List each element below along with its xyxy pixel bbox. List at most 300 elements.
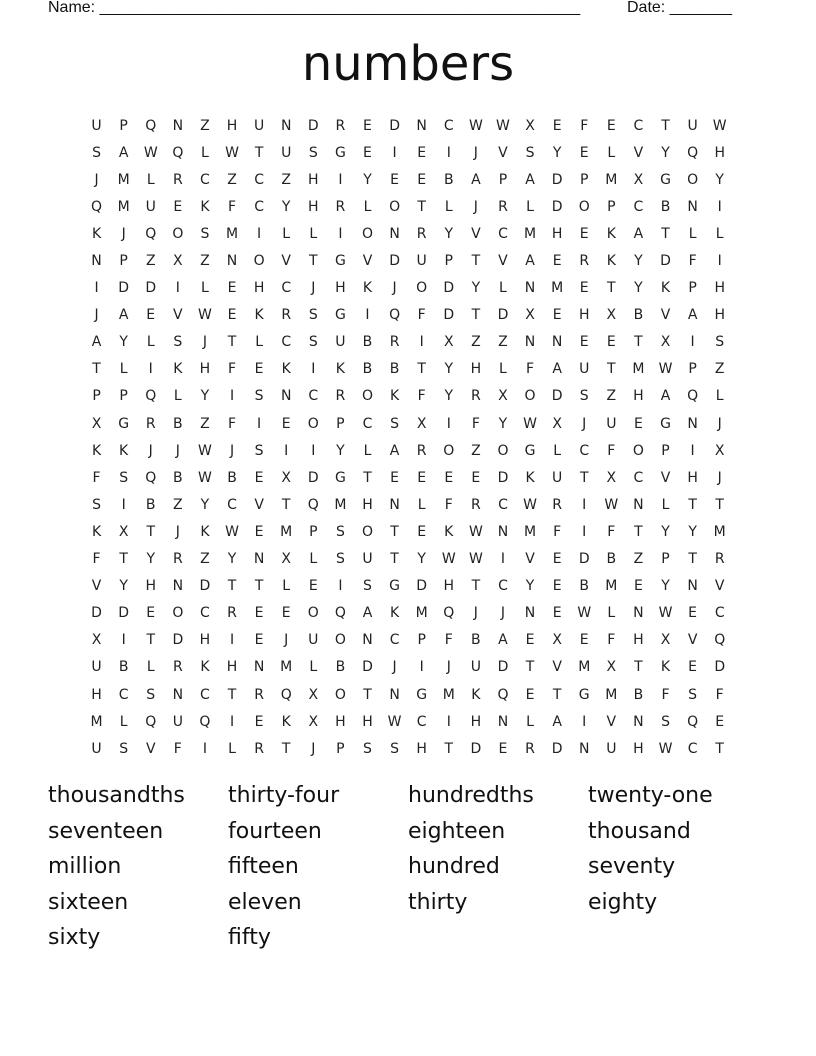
grid-letter: Y bbox=[688, 523, 697, 540]
grid-letter: N bbox=[280, 388, 292, 405]
grid-letter: R bbox=[498, 198, 508, 215]
grid-letter: P bbox=[661, 442, 670, 459]
grid-letter: Z bbox=[498, 334, 508, 351]
grid-letter: K bbox=[335, 361, 345, 378]
grid-letter: Q bbox=[443, 605, 455, 622]
grid-letter: Z bbox=[145, 253, 156, 270]
grid-letter: J bbox=[202, 334, 207, 351]
grid-letter: N bbox=[172, 578, 184, 595]
grid-letter: V bbox=[660, 307, 671, 324]
grid-letter: P bbox=[336, 415, 345, 432]
grid-letter: T bbox=[227, 686, 237, 703]
grid-letter: Q bbox=[280, 686, 292, 703]
grid-letter: W bbox=[225, 144, 239, 161]
grid-letter: Y bbox=[444, 388, 454, 405]
grid-letter: T bbox=[661, 225, 670, 242]
grid-letter: E bbox=[552, 551, 562, 568]
grid-letter: N bbox=[280, 117, 292, 134]
grid-letter: N bbox=[687, 578, 698, 595]
grid-letter: Z bbox=[633, 551, 644, 568]
grid-letter: P bbox=[607, 198, 616, 215]
grid-letter: D bbox=[551, 171, 563, 188]
grid-letter: G bbox=[334, 144, 346, 161]
grid-letter: V bbox=[498, 144, 508, 161]
grid-letter: B bbox=[227, 469, 237, 486]
grid-letter: E bbox=[688, 605, 698, 622]
grid-letter: I bbox=[311, 361, 316, 378]
grid-letter: D bbox=[578, 551, 590, 568]
grid-letter: H bbox=[335, 280, 346, 297]
grid-letter: V bbox=[552, 659, 562, 676]
grid-letter: D bbox=[443, 280, 455, 297]
grid-letter: D bbox=[443, 307, 455, 324]
grid-letter: E bbox=[417, 171, 427, 188]
grid-letter: R bbox=[227, 605, 237, 622]
grid-letter: X bbox=[443, 334, 454, 351]
grid-letter: K bbox=[119, 442, 129, 459]
word-list-item: eleven bbox=[228, 889, 302, 915]
grid-letter: Z bbox=[200, 415, 210, 432]
grid-letter: G bbox=[578, 686, 590, 703]
grid-letter: N bbox=[524, 334, 536, 351]
grid-letter: E bbox=[281, 605, 291, 622]
word-list-item: thirty-four bbox=[228, 783, 340, 808]
grid-letter: V bbox=[281, 253, 291, 270]
grid-letter: E bbox=[417, 469, 427, 486]
grid-letter: E bbox=[579, 280, 589, 297]
grid-letter: S bbox=[254, 442, 264, 459]
grid-letter: U bbox=[416, 253, 427, 270]
grid-letter: X bbox=[552, 415, 562, 432]
grid-letter: P bbox=[336, 740, 345, 757]
grid-letter: J bbox=[175, 523, 180, 540]
grid-letter: E bbox=[417, 144, 427, 161]
grid-letter: S bbox=[363, 578, 372, 595]
grid-letter: S bbox=[715, 334, 725, 351]
grid-letter: Y bbox=[119, 334, 128, 351]
grid-letter: E bbox=[552, 253, 562, 270]
grid-letter: H bbox=[226, 117, 238, 134]
grid-letter: U bbox=[253, 117, 265, 134]
grid-letter: L bbox=[526, 713, 534, 730]
grid-letter: Y bbox=[281, 198, 291, 215]
grid-letter: R bbox=[470, 388, 481, 405]
grid-letter: E bbox=[579, 632, 589, 649]
grid-letter: N bbox=[172, 686, 184, 703]
grid-letter: P bbox=[309, 523, 318, 540]
grid-letter: I bbox=[582, 496, 587, 513]
grid-letter: W bbox=[496, 117, 510, 134]
grid-letter: X bbox=[91, 415, 102, 432]
grid-letter: D bbox=[497, 307, 509, 324]
grid-letter: E bbox=[227, 280, 237, 297]
grid-letter: M bbox=[117, 171, 130, 188]
grid-letter: Q bbox=[91, 198, 103, 215]
grid-letter: B bbox=[145, 496, 156, 513]
grid-letter: K bbox=[200, 523, 210, 540]
grid-letter: E bbox=[390, 171, 399, 188]
grid-letter: T bbox=[634, 523, 643, 540]
grid-letter: V bbox=[145, 740, 156, 757]
grid-letter: L bbox=[255, 334, 264, 351]
grid-letter: C bbox=[227, 496, 237, 513]
grid-letter: D bbox=[145, 280, 157, 297]
grid-letter: J bbox=[473, 198, 478, 215]
grid-letter: R bbox=[416, 442, 427, 459]
grid-letter: I bbox=[690, 442, 695, 459]
grid-letter: A bbox=[362, 605, 373, 622]
grid-letter: E bbox=[552, 117, 562, 134]
grid-letter: H bbox=[308, 198, 319, 215]
grid-letter: H bbox=[253, 280, 265, 297]
grid-letter: F bbox=[661, 686, 670, 703]
grid-letter: C bbox=[118, 686, 129, 703]
grid-letter: W bbox=[658, 605, 673, 622]
grid-letter: I bbox=[582, 713, 587, 730]
grid-letter: I bbox=[148, 361, 153, 378]
grid-letter: X bbox=[498, 388, 508, 405]
grid-letter: E bbox=[606, 117, 616, 134]
grid-letter: A bbox=[633, 225, 644, 242]
grid-letter: B bbox=[389, 361, 400, 378]
grid-letter: V bbox=[525, 551, 535, 568]
grid-letter: S bbox=[390, 415, 400, 432]
grid-letter: B bbox=[633, 307, 644, 324]
grid-letter: G bbox=[389, 578, 400, 595]
grid-letter: S bbox=[579, 388, 589, 405]
grid-letter: T bbox=[254, 144, 264, 161]
grid-letter: A bbox=[525, 171, 535, 188]
word-list-item: fifteen bbox=[228, 854, 299, 880]
word-list-item: seventy bbox=[588, 854, 676, 880]
grid-letter: F bbox=[688, 253, 697, 270]
grid-letter: O bbox=[361, 388, 373, 405]
grid-letter: I bbox=[121, 632, 126, 649]
grid-letter: P bbox=[119, 117, 128, 134]
word-list-item: hundredths bbox=[408, 783, 534, 808]
grid-letter: F bbox=[92, 551, 101, 568]
grid-letter: R bbox=[254, 740, 264, 757]
grid-letter: J bbox=[717, 415, 722, 432]
grid-letter: X bbox=[606, 469, 617, 486]
grid-letter: H bbox=[308, 171, 319, 188]
grid-letter: I bbox=[311, 442, 316, 459]
grid-letter: N bbox=[633, 496, 644, 513]
name-field-label: Name: ______________________________________________________ bbox=[48, 0, 581, 16]
grid-letter: F bbox=[471, 415, 480, 432]
grid-letter: G bbox=[416, 686, 428, 703]
grid-letter: T bbox=[688, 496, 697, 513]
grid-letter: P bbox=[688, 280, 697, 297]
grid-letter: E bbox=[633, 578, 643, 595]
grid-letter: J bbox=[500, 605, 506, 622]
grid-letter: X bbox=[91, 632, 102, 649]
grid-letter: Y bbox=[661, 144, 670, 161]
grid-letter: Q bbox=[687, 713, 699, 730]
grid-letter: A bbox=[118, 307, 129, 324]
grid-letter: Z bbox=[714, 361, 725, 378]
grid-letter: X bbox=[606, 307, 617, 324]
grid-letter: O bbox=[497, 442, 509, 459]
grid-letter: F bbox=[227, 198, 237, 215]
grid-letter: Q bbox=[687, 144, 699, 161]
grid-letter: K bbox=[91, 442, 102, 459]
grid-letter: C bbox=[443, 117, 454, 134]
grid-letter: S bbox=[308, 307, 318, 324]
grid-letter: F bbox=[580, 117, 589, 134]
word-list-item: eighty bbox=[588, 889, 658, 915]
grid-letter: Z bbox=[281, 171, 291, 188]
grid-letter: M bbox=[605, 686, 618, 703]
grid-letter: J bbox=[473, 144, 478, 161]
grid-letter: E bbox=[254, 469, 264, 486]
grid-letter: T bbox=[417, 361, 426, 378]
grid-letter: A bbox=[91, 334, 102, 351]
grid-letter: R bbox=[525, 740, 535, 757]
grid-letter: S bbox=[119, 740, 129, 757]
grid-letter: M bbox=[90, 713, 103, 730]
grid-letter: A bbox=[118, 144, 129, 161]
grid-letter: Q bbox=[172, 144, 184, 161]
grid-letter: H bbox=[551, 225, 563, 242]
grid-letter: V bbox=[633, 144, 644, 161]
grid-letter: U bbox=[579, 361, 590, 378]
grid-letter: H bbox=[362, 496, 373, 513]
grid-letter: S bbox=[363, 740, 372, 757]
grid-letter: W bbox=[198, 442, 212, 459]
grid-letter: U bbox=[91, 740, 102, 757]
grid-letter: X bbox=[552, 632, 562, 649]
grid-letter: Z bbox=[227, 171, 237, 188]
grid-letter: V bbox=[660, 469, 671, 486]
grid-letter: M bbox=[280, 659, 293, 676]
grid-letter: U bbox=[335, 334, 346, 351]
grid-letter: I bbox=[202, 740, 207, 757]
grid-letter: B bbox=[362, 334, 373, 351]
grid-letter: Q bbox=[497, 686, 509, 703]
grid-letter: Q bbox=[145, 117, 157, 134]
grid-letter: C bbox=[200, 686, 210, 703]
word-list-item: sixteen bbox=[48, 889, 129, 915]
grid-letter: H bbox=[714, 144, 725, 161]
grid-letter: C bbox=[308, 388, 319, 405]
grid-letter: K bbox=[389, 388, 400, 405]
grid-letter: R bbox=[714, 551, 725, 568]
grid-letter: X bbox=[308, 713, 319, 730]
grid-letter: E bbox=[173, 198, 183, 215]
grid-letter: O bbox=[361, 225, 373, 242]
grid-letter: W bbox=[198, 469, 212, 486]
grid-letter: E bbox=[444, 469, 454, 486]
grid-letter: I bbox=[419, 334, 424, 351]
grid-letter: J bbox=[175, 442, 180, 459]
grid-letter: X bbox=[118, 523, 129, 540]
grid-letter: H bbox=[199, 632, 211, 649]
grid-letter: X bbox=[281, 469, 291, 486]
grid-letter: H bbox=[416, 740, 427, 757]
grid-letter: U bbox=[91, 117, 102, 134]
grid-letter: B bbox=[660, 198, 671, 215]
grid-letter: D bbox=[307, 117, 319, 134]
grid-letter: D bbox=[91, 605, 102, 622]
grid-letter: Y bbox=[661, 578, 670, 595]
grid-letter: H bbox=[714, 307, 725, 324]
grid-letter: B bbox=[173, 469, 183, 486]
grid-letter: K bbox=[606, 253, 616, 270]
grid-letter: J bbox=[311, 740, 316, 757]
word-list-item: hundred bbox=[408, 854, 500, 880]
word-list-item: thousandths bbox=[48, 783, 185, 808]
grid-letter: I bbox=[175, 280, 180, 297]
letter-grid bbox=[83, 112, 733, 762]
grid-letter: A bbox=[687, 307, 698, 324]
grid-letter: F bbox=[227, 361, 237, 378]
grid-letter: Y bbox=[498, 415, 508, 432]
grid-letter: T bbox=[92, 361, 101, 378]
grid-letter: M bbox=[605, 171, 618, 188]
grid-letter: H bbox=[470, 713, 482, 730]
grid-letter: Q bbox=[145, 469, 157, 486]
grid-letter: H bbox=[578, 307, 590, 324]
grid-letter: K bbox=[281, 713, 291, 730]
grid-letter: E bbox=[363, 144, 372, 161]
grid-letter: I bbox=[121, 496, 126, 513]
grid-letter: L bbox=[282, 225, 291, 242]
grid-letter: D bbox=[118, 605, 130, 622]
grid-letter: Y bbox=[715, 171, 724, 188]
grid-letter: L bbox=[607, 144, 616, 161]
grid-letter: Y bbox=[119, 578, 128, 595]
grid-letter: O bbox=[389, 198, 401, 215]
grid-letter: E bbox=[552, 307, 562, 324]
grid-letter: W bbox=[441, 551, 456, 568]
grid-letter: S bbox=[92, 144, 101, 161]
grid-letter: Z bbox=[471, 334, 481, 351]
grid-letter: N bbox=[633, 605, 644, 622]
word-list-item: fourteen bbox=[228, 818, 322, 844]
grid-letter: G bbox=[334, 307, 346, 324]
grid-letter: W bbox=[198, 307, 212, 324]
grid-letter: K bbox=[660, 659, 671, 676]
grid-letter: T bbox=[444, 740, 454, 757]
word-list-item: thirty bbox=[408, 889, 468, 915]
grid-letter: W bbox=[225, 523, 239, 540]
grid-letter: D bbox=[416, 578, 428, 595]
grid-letter: B bbox=[471, 632, 481, 649]
grid-letter: K bbox=[525, 469, 535, 486]
grid-letter: O bbox=[416, 280, 428, 297]
grid-letter: M bbox=[117, 198, 130, 215]
grid-letter: J bbox=[446, 659, 451, 676]
grid-letter: C bbox=[254, 171, 264, 188]
date-field-label: Date: _______ bbox=[627, 0, 732, 16]
grid-letter: J bbox=[94, 307, 99, 324]
grid-letter: O bbox=[253, 253, 265, 270]
grid-letter: R bbox=[281, 307, 292, 324]
grid-letter: K bbox=[281, 361, 291, 378]
grid-letter: A bbox=[525, 253, 535, 270]
grid-letter: D bbox=[660, 253, 671, 270]
grid-letter: F bbox=[607, 442, 616, 459]
grid-letter: T bbox=[146, 632, 156, 649]
word-list-item: eighteen bbox=[408, 818, 506, 844]
grid-letter: K bbox=[200, 659, 210, 676]
grid-letter: H bbox=[335, 713, 346, 730]
grid-letter: E bbox=[254, 632, 264, 649]
grid-letter: S bbox=[335, 551, 345, 568]
grid-letter: M bbox=[280, 523, 293, 540]
grid-letter: L bbox=[607, 605, 616, 622]
grid-letter: I bbox=[419, 659, 424, 676]
grid-letter: I bbox=[446, 415, 451, 432]
grid-letter: E bbox=[471, 469, 481, 486]
grid-letter: N bbox=[687, 415, 698, 432]
grid-letter: E bbox=[525, 632, 535, 649]
grid-letter: L bbox=[715, 225, 724, 242]
grid-letter: M bbox=[415, 605, 428, 622]
grid-letter: Z bbox=[200, 551, 210, 568]
grid-letter: C bbox=[498, 578, 508, 595]
grid-letter: L bbox=[119, 361, 128, 378]
grid-letter: H bbox=[470, 361, 482, 378]
grid-letter: F bbox=[444, 496, 453, 513]
grid-letter: P bbox=[92, 388, 101, 405]
grid-letter: L bbox=[201, 144, 209, 161]
grid-letter: S bbox=[390, 740, 400, 757]
grid-letter: Y bbox=[444, 225, 454, 242]
grid-letter: D bbox=[497, 469, 509, 486]
grid-letter: V bbox=[173, 307, 183, 324]
grid-letter: D bbox=[551, 388, 563, 405]
grid-letter: T bbox=[471, 253, 481, 270]
grid-letter: Y bbox=[661, 523, 670, 540]
grid-letter: E bbox=[417, 523, 427, 540]
grid-letter: Y bbox=[227, 551, 237, 568]
grid-letter: R bbox=[416, 225, 427, 242]
grid-letter: T bbox=[227, 578, 237, 595]
grid-letter: V bbox=[91, 578, 102, 595]
grid-letter: P bbox=[119, 253, 128, 270]
grid-letter: L bbox=[309, 225, 318, 242]
grid-letter: Z bbox=[471, 442, 481, 459]
grid-letter: K bbox=[362, 280, 373, 297]
grid-letter: H bbox=[91, 686, 102, 703]
grid-letter: D bbox=[551, 198, 563, 215]
grid-letter: S bbox=[308, 144, 318, 161]
grid-letter: N bbox=[633, 713, 644, 730]
grid-letter: P bbox=[661, 551, 670, 568]
grid-letter: P bbox=[119, 388, 128, 405]
grid-letter: L bbox=[444, 198, 453, 215]
grid-letter: C bbox=[498, 225, 508, 242]
grid-letter: N bbox=[91, 253, 102, 270]
grid-letter: Q bbox=[145, 225, 157, 242]
grid-letter: E bbox=[146, 605, 156, 622]
grid-letter: X bbox=[606, 659, 617, 676]
grid-letter: L bbox=[661, 496, 670, 513]
grid-letter: N bbox=[497, 523, 509, 540]
grid-letter: Q bbox=[687, 388, 699, 405]
grid-letter: I bbox=[500, 551, 506, 568]
grid-letter: J bbox=[148, 442, 153, 459]
grid-letter: W bbox=[658, 740, 673, 757]
grid-letter: S bbox=[119, 469, 129, 486]
grid-letter: I bbox=[392, 144, 397, 161]
grid-letter: U bbox=[281, 144, 292, 161]
grid-letter: X bbox=[173, 253, 183, 270]
grid-letter: Y bbox=[363, 171, 372, 188]
grid-letter: G bbox=[524, 442, 536, 459]
